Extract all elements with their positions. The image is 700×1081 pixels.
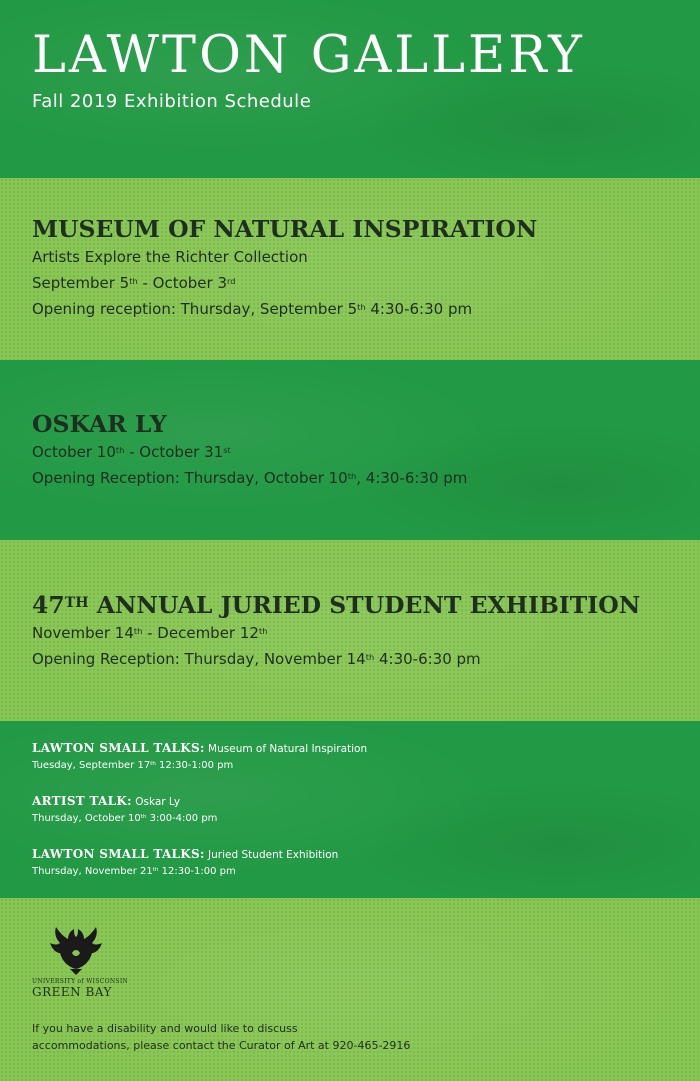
exhibition-1 bbox=[32, 214, 537, 322]
exhibition-2-band bbox=[0, 360, 700, 540]
exhibition-dates: September 5th - October 3rd bbox=[32, 274, 236, 292]
accessibility-note: If you have a disability and would like to discuss accommodations, please contact the Curator of Art at 920-465-2916 bbox=[32, 1022, 411, 1052]
schedule-subtitle: Fall 2019 Exhibition Schedule bbox=[32, 91, 312, 112]
exhibition-reception: Opening reception: Thursday, September 5th 4:30-6:30 pm bbox=[32, 300, 473, 318]
exhibition-2 bbox=[32, 409, 467, 491]
exhibition-title: OSKAR LY bbox=[32, 410, 167, 438]
logo-green-bay: GREEN BAY bbox=[32, 985, 112, 999]
talk-3 bbox=[32, 846, 338, 881]
talk-date: Thursday, October 10th 3:00-4:00 pm bbox=[32, 813, 218, 824]
talk-date: Thursday, November 21th 12:30-1:00 pm bbox=[32, 866, 236, 877]
talks-band bbox=[0, 721, 700, 898]
uwgb-logo bbox=[32, 923, 132, 999]
logo-university-line: UNIVERSITY of WISCONSIN bbox=[32, 978, 129, 985]
exhibition-dates: November 14th - December 12th bbox=[32, 624, 268, 642]
exhibition-title: 47TH ANNUAL JURIED STUDENT EXHIBITION bbox=[32, 591, 641, 619]
header-band bbox=[0, 0, 700, 178]
talk-2 bbox=[32, 793, 217, 828]
exhibition-3 bbox=[32, 590, 640, 672]
exhibition-1-band bbox=[0, 178, 700, 360]
exhibition-reception: Opening Reception: Thursday, October 10th, 4:30-6:30 pm bbox=[32, 469, 468, 487]
talk-heading: LAWTON SMALL TALKS: Juried Student Exhibition bbox=[32, 847, 339, 861]
talk-1 bbox=[32, 740, 367, 775]
exhibition-dates: October 10th - October 31st bbox=[32, 443, 231, 461]
exhibition-subtitle: Artists Explore the Richter Collection bbox=[32, 248, 308, 266]
exhibition-title: MUSEUM OF NATURAL INSPIRATION bbox=[32, 215, 538, 243]
talk-heading: ARTIST TALK: Oskar Ly bbox=[32, 794, 181, 808]
talk-date: Tuesday, September 17th 12:30-1:00 pm bbox=[32, 760, 234, 771]
phoenix-icon bbox=[46, 923, 106, 975]
gallery-title: LAWTON GALLERY bbox=[32, 26, 585, 85]
talk-heading: LAWTON SMALL TALKS: Museum of Natural Inspiration bbox=[32, 741, 368, 755]
exhibition-3-band bbox=[0, 540, 700, 721]
exhibition-reception: Opening Reception: Thursday, November 14th 4:30-6:30 pm bbox=[32, 650, 481, 668]
